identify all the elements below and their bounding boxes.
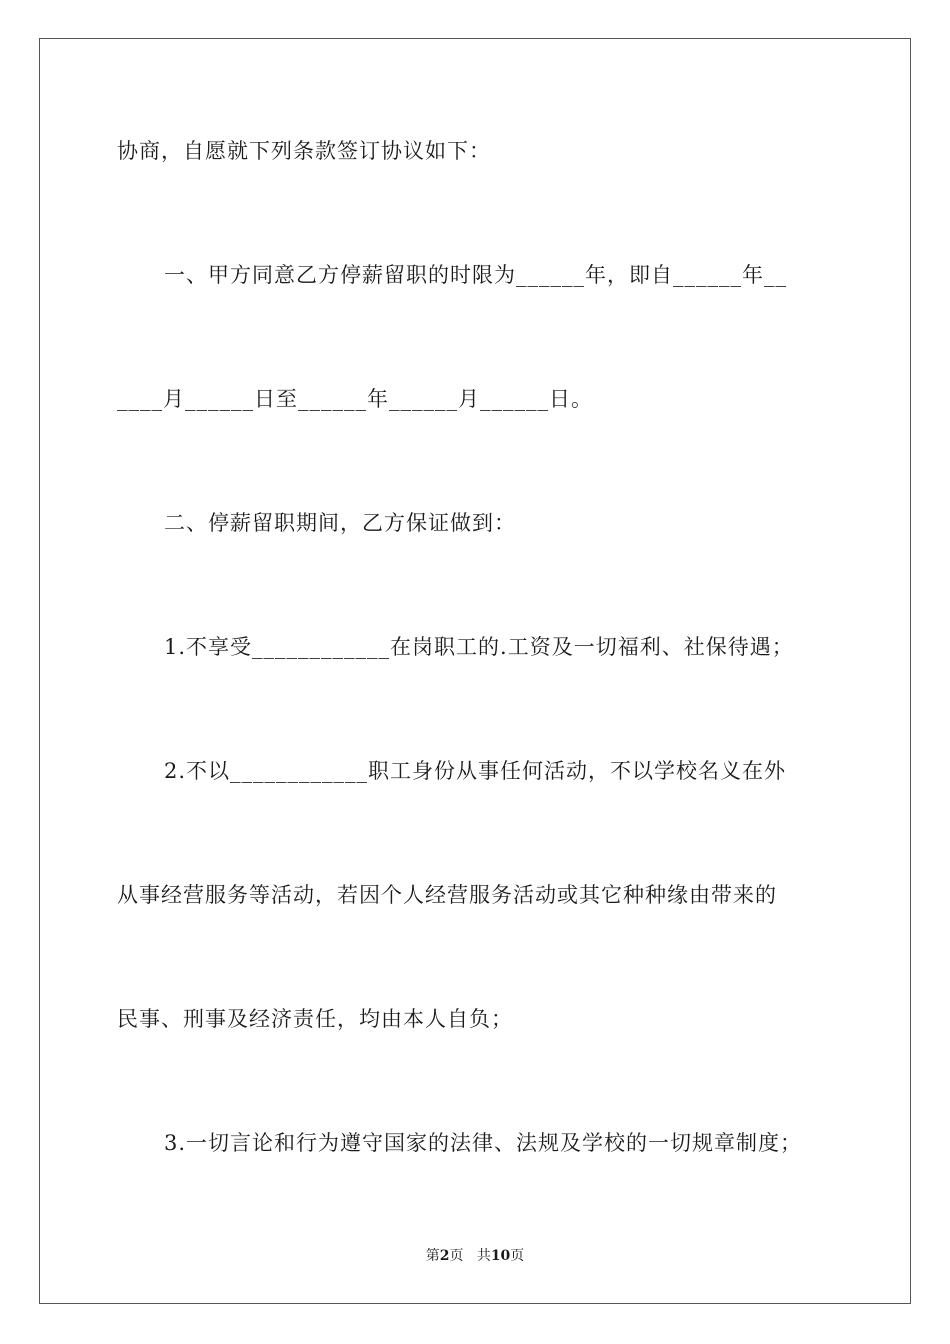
clause-1-line-1: 一、甲方同意乙方停薪留职的时限为______年，即自______年__ [164, 263, 787, 287]
item-2-line-3: 民事、刑事及经济责任，均由本人自负； [117, 1007, 513, 1031]
clause-2-heading: 二、停薪留职期间，乙方保证做到： [164, 511, 516, 535]
clause-1-line-2: ____月______日至______年______月______日。 [117, 387, 593, 411]
paragraph-line: 协商，自愿就下列条款签订协议如下： [117, 139, 491, 163]
item-1-line: 1.不享受____________在岗职工的.工资及一切福利、社保待遇； [164, 635, 794, 659]
item-3-line: 3.一切言论和行为遵守国家的法律、法规及学校的一切规章制度； [164, 1131, 803, 1155]
page-footer [0, 1246, 950, 1266]
page-suffix: 页 [449, 1248, 464, 1264]
total-prefix: 共 [476, 1248, 491, 1264]
total-pages: 10 [490, 1248, 511, 1264]
item-2-line-1: 2.不以____________职工身份从事任何活动，不以学校名义在外 [164, 759, 787, 783]
total-suffix: 页 [510, 1248, 525, 1264]
page-prefix: 第 [425, 1248, 440, 1264]
page-border [39, 38, 911, 1304]
item-2-line-2: 从事经营服务等活动，若因个人经营服务活动或其它种种缘由带来的 [117, 883, 777, 907]
page-number: 2 [439, 1248, 450, 1264]
